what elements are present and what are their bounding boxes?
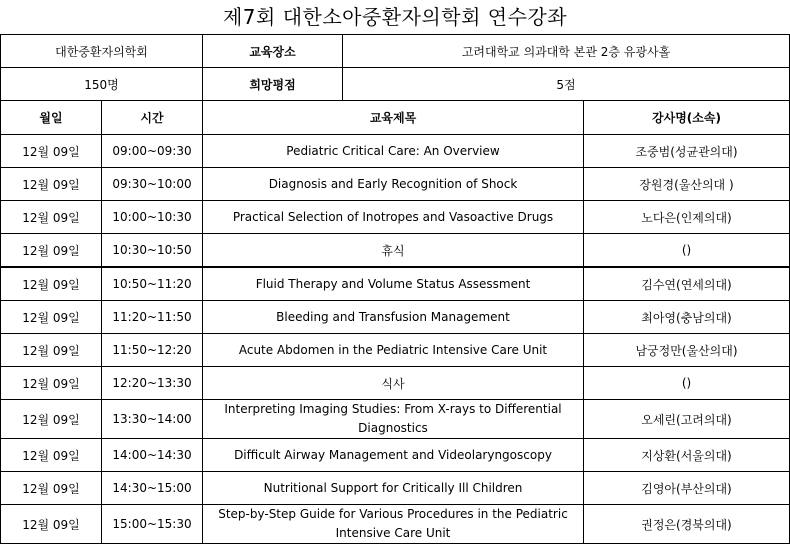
row-topic: Fluid Therapy and Volume Status Assessment [203, 267, 584, 301]
row-speaker: 김영아(부산의대) [584, 472, 790, 505]
row-speaker: 지상환(서울의대) [584, 439, 790, 472]
row-topic: Nutritional Support for Critically Ill Children [203, 472, 584, 505]
row-date: 12월 09일 [1, 201, 102, 234]
row-speaker: 장원경(울산의대 ) [584, 168, 790, 201]
row-time: 10:50~11:20 [102, 267, 203, 301]
table-row [1, 505, 790, 544]
row-topic: 휴식 [203, 234, 584, 268]
row-topic: Step-by-Step Guide for Various Procedures in the Pediatric Intensive Care Unit [203, 505, 584, 544]
table-row [1, 334, 790, 367]
row-topic: Diagnosis and Early Recognition of Shock [203, 168, 584, 201]
row-speaker: 오세린(고려의대) [584, 400, 790, 439]
score-label: 희망평점 [203, 68, 343, 101]
schedule-table [0, 34, 790, 544]
row-time: 10:30~10:50 [102, 234, 203, 268]
info-row-score [1, 68, 790, 101]
row-date: 12월 09일 [1, 400, 102, 439]
row-topic: Pediatric Critical Care: An Overview [203, 135, 584, 168]
table-row [1, 201, 790, 234]
row-topic: Difficult Airway Management and Videolaryngoscopy [203, 439, 584, 472]
score-value: 5점 [343, 68, 790, 101]
row-time: 12:20~13:30 [102, 367, 203, 400]
row-time: 09:30~10:00 [102, 168, 203, 201]
info-row-venue [1, 35, 790, 68]
header-speaker: 강사명(소속) [584, 101, 790, 135]
row-date: 12월 09일 [1, 505, 102, 544]
table-row [1, 135, 790, 168]
row-time: 11:20~11:50 [102, 301, 203, 334]
row-date: 12월 09일 [1, 135, 102, 168]
capacity-cell: 150명 [1, 68, 203, 101]
row-speaker: 조중범(성균관의대) [584, 135, 790, 168]
table-row [1, 367, 790, 400]
row-date: 12월 09일 [1, 367, 102, 400]
row-date: 12월 09일 [1, 439, 102, 472]
row-topic: Interpreting Imaging Studies: From X-rays to Differential Diagnostics [203, 400, 584, 439]
row-speaker: 김수연(연세의대) [584, 267, 790, 301]
table-row [1, 301, 790, 334]
row-date: 12월 09일 [1, 472, 102, 505]
row-speaker: () [584, 234, 790, 268]
row-topic: Acute Abdomen in the Pediatric Intensive Care Unit [203, 334, 584, 367]
row-time: 13:30~14:00 [102, 400, 203, 439]
organizer-cell: 대한중환자의학회 [1, 35, 203, 68]
row-topic: Practical Selection of Inotropes and Vasoactive Drugs [203, 201, 584, 234]
header-topic: 교육제목 [203, 101, 584, 135]
header-date: 월일 [1, 101, 102, 135]
table-row [1, 234, 790, 268]
page-title: 제7회 대한소아중환자의학회 연수강좌 [222, 5, 568, 29]
row-speaker: 노다은(인제의대) [584, 201, 790, 234]
row-speaker: 남궁정만(울산의대) [584, 334, 790, 367]
table-row [1, 267, 790, 301]
table-row [1, 400, 790, 439]
row-date: 12월 09일 [1, 168, 102, 201]
row-time: 15:00~15:30 [102, 505, 203, 544]
header-time: 시간 [102, 101, 203, 135]
row-date: 12월 09일 [1, 301, 102, 334]
row-time: 11:50~12:20 [102, 334, 203, 367]
row-date: 12월 09일 [1, 234, 102, 268]
table-row [1, 439, 790, 472]
venue-label: 교육장소 [203, 35, 343, 68]
row-time: 09:00~09:30 [102, 135, 203, 168]
table-row [1, 472, 790, 505]
table-row [1, 168, 790, 201]
row-time: 14:00~14:30 [102, 439, 203, 472]
row-speaker: 권정은(경북의대) [584, 505, 790, 544]
header-row [1, 101, 790, 135]
row-speaker: () [584, 367, 790, 400]
row-topic: Bleeding and Transfusion Management [203, 301, 584, 334]
row-date: 12월 09일 [1, 267, 102, 301]
venue-value: 고려대학교 의과대학 본관 2층 유광사홀 [343, 35, 790, 68]
row-date: 12월 09일 [1, 334, 102, 367]
row-speaker: 최아영(충남의대) [584, 301, 790, 334]
row-time: 10:00~10:30 [102, 201, 203, 234]
row-topic: 식사 [203, 367, 584, 400]
row-time: 14:30~15:00 [102, 472, 203, 505]
